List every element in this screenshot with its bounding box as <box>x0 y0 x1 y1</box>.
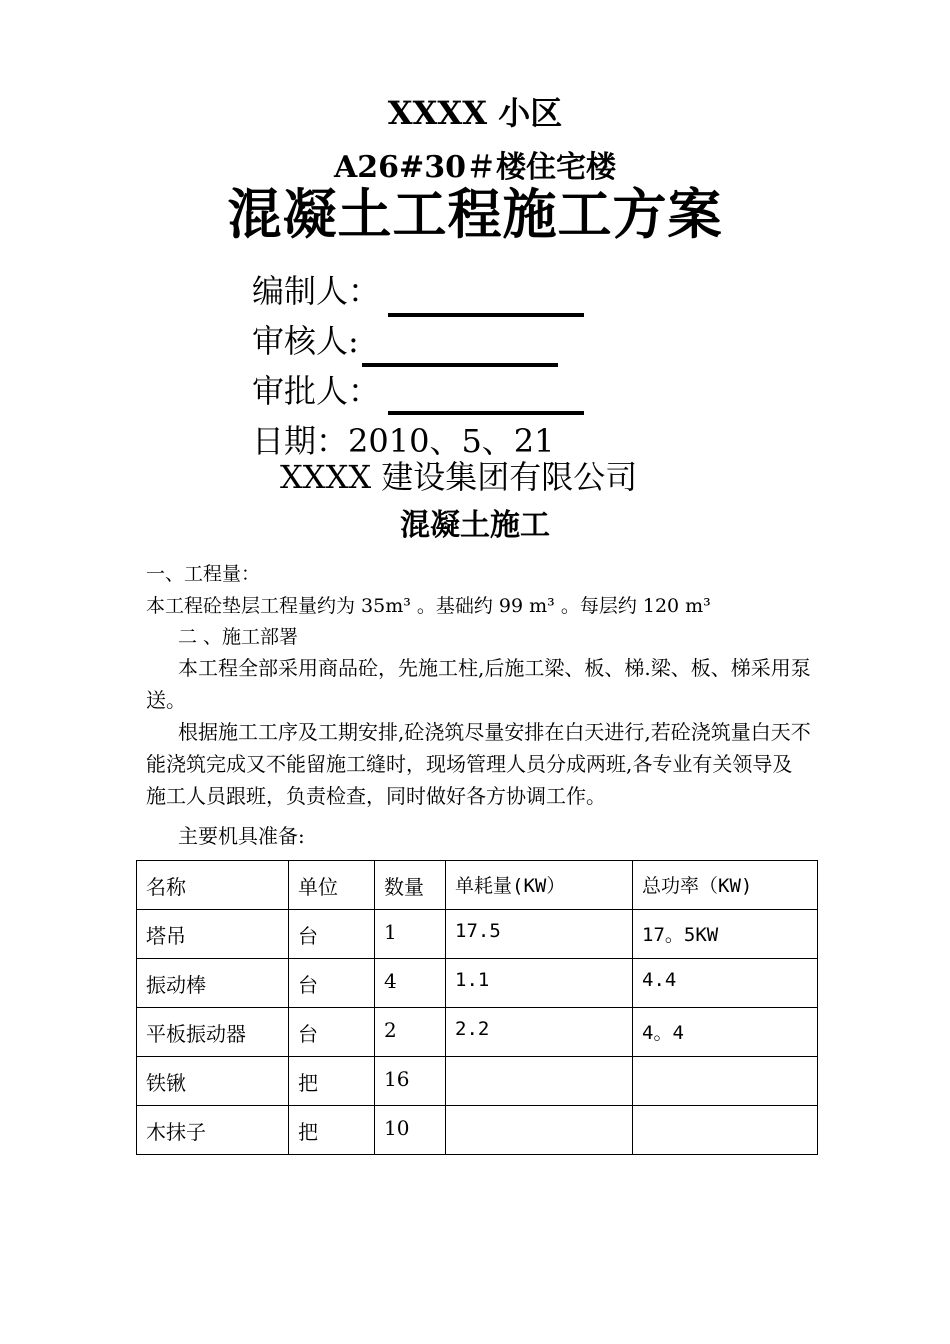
cell-total-power <box>633 1106 818 1155</box>
cell-unit: 台 <box>289 959 375 1008</box>
cell-unit: 把 <box>289 1057 375 1106</box>
company-name: XXXX 建设集团有限公司 <box>280 458 638 496</box>
header-unit-power: 单耗量(KW） <box>446 861 633 910</box>
signature-line-reviewer <box>362 363 558 367</box>
cell-unit: 台 <box>289 910 375 959</box>
reviewer-label: 审核人: <box>252 322 359 360</box>
paragraph-pouring-schedule: 根据施工工序及工期安排,砼浇筑尽量安排在白天进行,若砼浇筑量白天不能浇筑完成又不能留施工缝时，现场管理人员分成两班,各专业有关领导及施工人员跟班，负责检查，同时做好各方协调工作。 <box>146 720 811 808</box>
table-row <box>137 959 818 1008</box>
equipment-table <box>136 860 818 1155</box>
header-quantity: 数量 <box>375 861 446 910</box>
cell-name: 木抹子 <box>137 1106 289 1155</box>
cell-unit-power: 1.1 <box>446 959 633 1008</box>
date-label: 日期：2010、5、21 <box>252 422 555 460</box>
approver-label: 审批人： <box>252 372 381 410</box>
cell-quantity: 1 <box>375 910 446 959</box>
cell-quantity: 16 <box>375 1057 446 1106</box>
quantity-text: 本工程砼垫层工程量约为 35m³ 。基础约 99 m³ 。每层约 120 m³ <box>146 595 711 617</box>
cell-unit: 台 <box>289 1008 375 1057</box>
table-row <box>137 1057 818 1106</box>
paragraph-concrete-supply: 本工程全部采用商品砼，先施工柱,后施工梁、板、梯.梁、板、梯采用泵送。 <box>146 656 811 712</box>
cell-unit-power: 2.2 <box>446 1008 633 1057</box>
cell-unit-power <box>446 1057 633 1106</box>
table-row <box>137 1008 818 1057</box>
cell-unit: 把 <box>289 1106 375 1155</box>
header-total-power: 总功率（KW) <box>633 861 818 910</box>
header-name: 名称 <box>137 861 289 910</box>
header-unit: 单位 <box>289 861 375 910</box>
section-heading-deployment: 二 、施工部署 <box>178 626 299 648</box>
table-header-row <box>137 861 818 910</box>
project-name: XXXX 小区 <box>387 94 563 132</box>
cell-unit-power <box>446 1106 633 1155</box>
building-name: A26#30＃楼住宅楼 <box>334 150 616 185</box>
cell-quantity: 2 <box>375 1008 446 1057</box>
table-row <box>137 1106 818 1155</box>
cell-quantity: 4 <box>375 959 446 1008</box>
cell-name: 振动棒 <box>137 959 289 1008</box>
cell-total-power: 4。4 <box>633 1008 818 1057</box>
cell-name: 塔吊 <box>137 910 289 959</box>
cell-total-power: 17。5KW <box>633 910 818 959</box>
section-title: 混凝土施工 <box>400 508 550 543</box>
table-row <box>137 910 818 959</box>
cell-quantity: 10 <box>375 1106 446 1155</box>
signature-line-compiler <box>388 313 584 317</box>
cell-total-power <box>633 1057 818 1106</box>
document-title: 混凝土工程施工方案 <box>227 182 723 246</box>
cell-name: 铁锹 <box>137 1057 289 1106</box>
compiler-label: 编制人： <box>252 272 381 310</box>
cell-name: 平板振动器 <box>137 1008 289 1057</box>
cell-unit-power: 17.5 <box>446 910 633 959</box>
section-heading-quantity: 一、工程量： <box>146 563 261 585</box>
signature-line-approver <box>388 411 584 415</box>
cell-total-power: 4.4 <box>633 959 818 1008</box>
equipment-intro: 主要机具准备: <box>178 824 305 848</box>
